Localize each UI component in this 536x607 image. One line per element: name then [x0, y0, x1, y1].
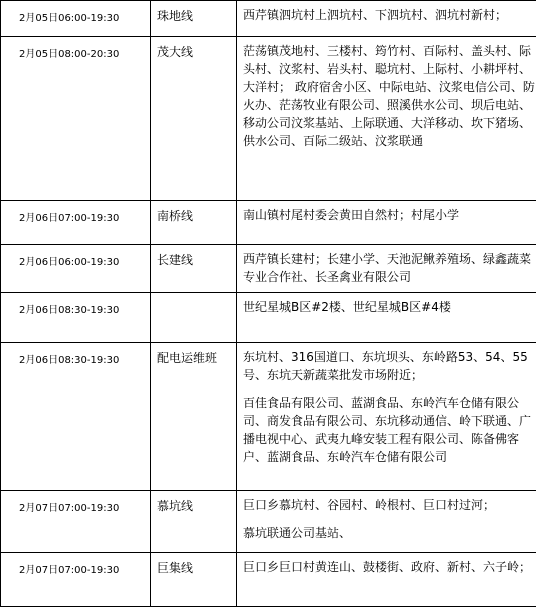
- line-cell: [151, 201, 237, 245]
- area-paragraph: 慕坑联通公司基站、: [243, 524, 535, 542]
- outage-time: 2月06日07:00-19:30: [1, 201, 150, 224]
- table-row: [1, 553, 536, 607]
- time-cell: [1, 37, 151, 201]
- area-cell: [237, 553, 536, 607]
- affected-area: [237, 1, 536, 28]
- table-row: [1, 37, 536, 201]
- outage-time: 2月06日08:30-19:30: [1, 293, 150, 316]
- time-cell: [1, 201, 151, 245]
- area-cell: [237, 245, 536, 293]
- area-paragraph: 茫荡镇茂地村、三楼村、筠竹村、百际村、盖头村、际头村、汶浆村、岩头村、聪坑村、上际村、小耕坪村、大洋村； 政府宿舍小区、中际电站、汶浆电信公司、防火办、茫荡牧业有限公司、照溪供水公司、坝后电站、移动公司汶浆基站、上际联通、大洋移动、坎下猪场、供水公司、百际二级站、汶浆联通: [243, 42, 535, 150]
- area-paragraph: 巨口乡巨口村黄连山、鼓楼街、政府、新村、六子岭；: [243, 558, 535, 576]
- line-cell: [151, 491, 237, 553]
- feeder-line-name: 茂大线: [151, 37, 236, 60]
- area-paragraph: 东坑村、316国道口、东坑坝头、东岭路53、54、55号、东坑天新蔬菜批发市场附近；: [243, 348, 535, 384]
- area-cell: [237, 343, 536, 491]
- line-cell: [151, 293, 237, 343]
- area-paragraph: 巨口乡慕坑村、谷园村、岭根村、巨口村过河；: [243, 496, 535, 514]
- line-cell: [151, 1, 237, 37]
- affected-area: [237, 201, 536, 228]
- outage-time: 2月07日07:00-19:30: [1, 553, 150, 576]
- table-body: [1, 1, 536, 607]
- affected-area: [237, 293, 536, 320]
- area-cell: [237, 293, 536, 343]
- table-row: [1, 491, 536, 553]
- table-row: [1, 1, 536, 37]
- area-cell: [237, 491, 536, 553]
- feeder-line-name: 巨集线: [151, 553, 236, 576]
- area-paragraph: 世纪星城B区#2楼、世纪星城B区#4楼: [243, 298, 535, 316]
- time-cell: [1, 245, 151, 293]
- time-cell: [1, 293, 151, 343]
- table-row: [1, 201, 536, 245]
- area-paragraph: 西芹镇长建村；长建小学、天池泥鳅养殖场、绿鑫蔬菜专业合作社、长圣禽业有限公司: [243, 250, 535, 286]
- outage-time: 2月05日08:00-20:30: [1, 37, 150, 60]
- feeder-line-name: 长建线: [151, 245, 236, 268]
- line-cell: [151, 245, 237, 293]
- time-cell: [1, 553, 151, 607]
- time-cell: [1, 1, 151, 37]
- affected-area: [237, 491, 536, 546]
- line-cell: [151, 37, 237, 201]
- area-cell: [237, 201, 536, 245]
- feeder-line-name: 珠地线: [151, 1, 236, 24]
- table-row: [1, 245, 536, 293]
- feeder-line-name: 南桥线: [151, 201, 236, 224]
- line-cell: [151, 343, 237, 491]
- affected-area: [237, 343, 536, 470]
- area-paragraph: 西芹镇泗坑村上泗坑村、下泗坑村、泗坑村新村；: [243, 6, 535, 24]
- time-cell: [1, 343, 151, 491]
- affected-area: [237, 553, 536, 580]
- affected-area: [237, 37, 536, 154]
- affected-area: [237, 245, 536, 290]
- feeder-line-name: [151, 293, 236, 299]
- outage-time: 2月05日06:00-19:30: [1, 1, 150, 24]
- area-cell: [237, 1, 536, 37]
- feeder-line-name: 配电运维班: [151, 343, 236, 366]
- table-row: [1, 293, 536, 343]
- area-cell: [237, 37, 536, 201]
- area-paragraph: 南山镇村尾村委会黄田自然村；村尾小学: [243, 206, 535, 224]
- outage-time: 2月07日07:00-19:30: [1, 491, 150, 514]
- time-cell: [1, 491, 151, 553]
- outage-time: 2月06日08:30-19:30: [1, 343, 150, 366]
- table-row: [1, 343, 536, 491]
- area-paragraph: 百佳食品有限公司、蓝湖食品、东岭汽车仓储有限公司、商发食品有限公司、东坑移动通信、岭下联通、广播电视中心、武夷九峰安装工程有限公司、陈备佛客户、蓝湖食品、东岭汽车仓储有限公司: [243, 394, 535, 466]
- outage-time: 2月06日06:00-19:30: [1, 245, 150, 268]
- line-cell: [151, 553, 237, 607]
- feeder-line-name: 慕坑线: [151, 491, 236, 514]
